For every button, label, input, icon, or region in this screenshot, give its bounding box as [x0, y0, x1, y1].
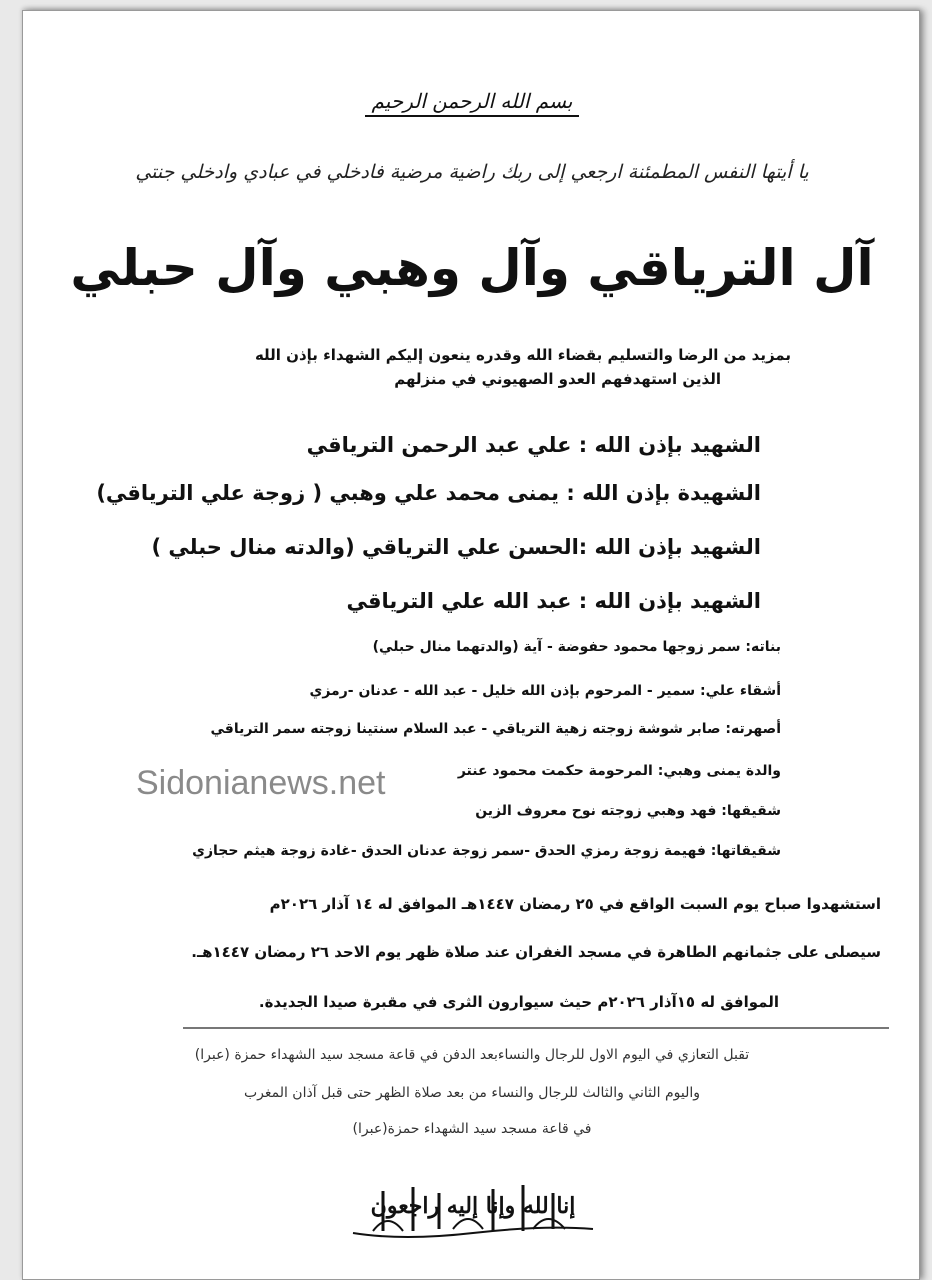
funeral-line-2: سيصلى على جثمانهم الطاهرة في مسجد الغفران عند صلاة ظهر يوم الاحد ٢٦ رمضان ١٤٤٧هـ.	[191, 943, 881, 961]
intro-line-2: الذين استهدفهم العدو الصهيوني في منزلهم	[394, 370, 721, 388]
condolence-line-1: تقبل التعازي في اليوم الاول للرجال والنساءبعد الدفن في قاعة مسجد سيد الشهداء حمزة (عبرا)	[194, 1047, 750, 1063]
martyr-4: الشهيد بإذن الله : عبد الله علي الترياقي	[346, 589, 761, 613]
relatives-mother: والدة يمنى وهبي: المرحومة حكمت محمود عنتر	[457, 763, 781, 779]
closing-text: إنا لله وإنا إليه راجعون	[370, 1193, 576, 1219]
relatives-sisters: شقيقاتها: فهيمة زوجة رمزي الحدق -سمر زوجة عدنان الحدق -غادة زوجة هيثم حجازي	[192, 843, 781, 859]
martyr-2: الشهيدة بإذن الله : يمنى محمد علي وهبي ( زوجة علي الترياقي)	[96, 481, 761, 505]
relatives-in-laws: أصهرته: صابر شوشة زوجته زهية الترياقي - عبد السلام سنتينا زوجته سمر الترياقي	[210, 721, 781, 737]
martyr-3: الشهيد بإذن الله :الحسن علي الترياقي (والدته منال حبلي )	[151, 535, 761, 559]
intro-line-1: بمزيد من الرضا والتسليم بقضاء الله وقدره ينعون إليكم الشهداء بإذن الله	[254, 346, 791, 364]
obituary-sheet	[22, 10, 920, 1280]
section-divider	[183, 1027, 889, 1029]
condolence-line-3: في قاعة مسجد سيد الشهداء حمزة(عبرا)	[352, 1121, 592, 1137]
families-title: آل الترياقي وآل وهبي وآل حبلي	[70, 239, 874, 297]
condolence-line-2: واليوم الثاني والثالث للرجال والنساء من بعد صلاة الظهر حتى قبل آذان المغرب	[243, 1085, 701, 1101]
site-watermark: Sidonianews.net	[136, 764, 386, 802]
basmala-heading	[23, 89, 921, 117]
funeral-line-1: استشهدوا صباح يوم السبت الواقع في ٢٥ رمضان ١٤٤٧هـ الموافق له ١٤ آذار ٢٠٢٦م	[269, 895, 881, 913]
martyr-1: الشهيد بإذن الله : علي عبد الرحمن الترياقي	[306, 433, 761, 457]
funeral-line-3: الموافق له ١٥آذار ٢٠٢٦م حيث سيوارون الثرى في مقبرة صيدا الجديدة.	[258, 993, 779, 1011]
relatives-brother: شقيقها: فهد وهبي زوجته نوح معروف الزين	[475, 803, 781, 819]
basmala-text: بسم الله الرحمن الرحيم	[365, 89, 578, 117]
quran-verse: يا أيتها النفس المطمئنة ارجعي إلى ربك راضية مرضية فادخلي في عبادي وادخلي جنتي	[135, 161, 809, 183]
intro-text	[255, 343, 791, 391]
relatives-brothers: أشقاء علي: سمير - المرحوم بإذن الله خليل - عبد الله - عدنان -رمزي	[309, 683, 781, 699]
relatives-daughters: بناته: سمر زوجها محمود حفوضة - آية (والدتهما منال حبلي)	[372, 639, 781, 655]
closing-calligraphy	[343, 1171, 603, 1251]
